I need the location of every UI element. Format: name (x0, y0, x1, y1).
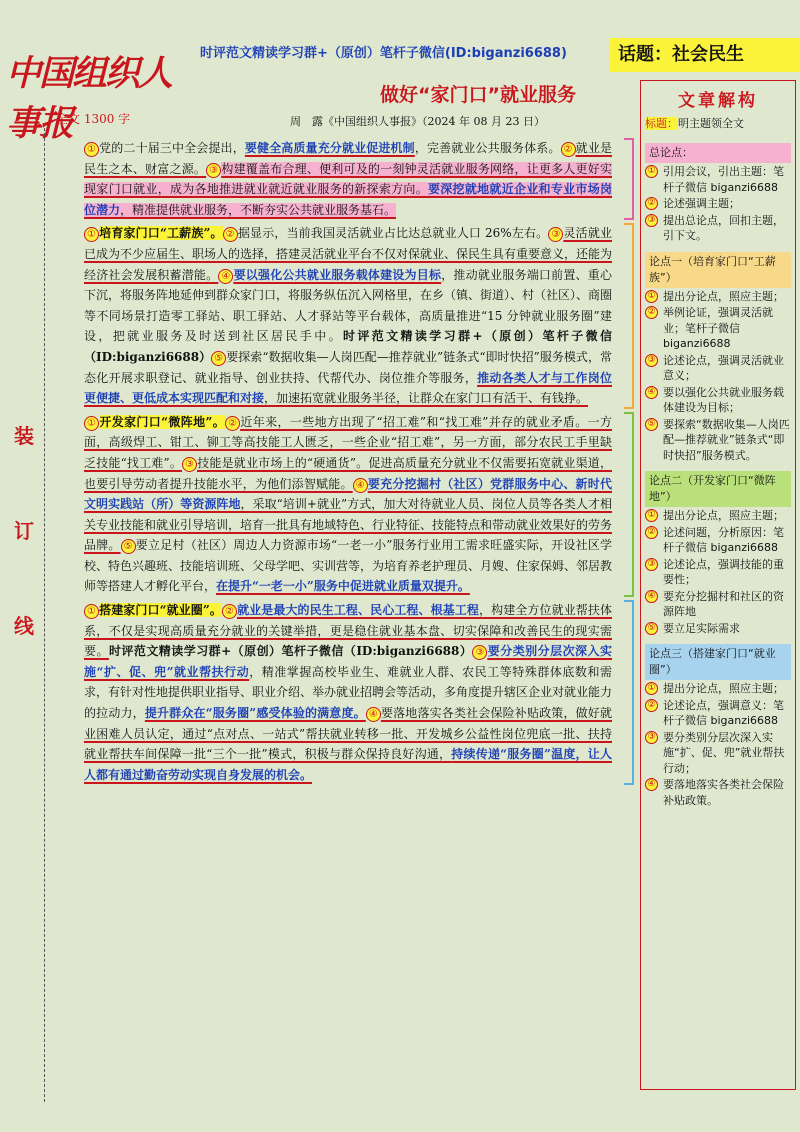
sentence-number: ③ (548, 227, 563, 242)
item-number: ③ (645, 214, 658, 227)
text-segment: ，构建全方位就业帮扶体系，不仅是实现高质量充分就业的关键举措，更是稳住就业基本盘、切实保障和改善民生的现实需要。 (84, 603, 612, 659)
analysis-subtitle (645, 115, 791, 131)
sentence-number: ④ (366, 707, 381, 722)
item-text: 要立足实际需求 (663, 621, 740, 635)
sentence-number: ② (225, 416, 240, 431)
subtitle-text: 明主题领全文 (678, 117, 744, 130)
item-number: ① (645, 290, 658, 303)
section-item (645, 730, 791, 777)
item-number: ③ (645, 558, 658, 571)
sentence-number: ① (84, 227, 99, 242)
item-number: ④ (645, 386, 658, 399)
item-text: 要探索“数据收集—人岗匹配—推荐就业”链条式“即时快招”服务模式。 (663, 417, 790, 462)
item-text: 论述论点，强调意义：笔杆子微信 biganzi6688 (663, 698, 784, 727)
item-text: 举例论证，强调灵活就业；笔杆子微信 biganzi6688 (663, 306, 773, 350)
sentence-number: ③ (206, 163, 221, 178)
text-segment: 就业是最大的民生工程、民心工程、根基工程 (236, 603, 480, 618)
item-text: 要分类别分层次深入实施“扩、促、兜”就业帮扶行动； (663, 730, 785, 775)
sentence-number: ③ (182, 457, 197, 472)
item-number: ② (645, 306, 658, 319)
text-segment: 要深挖就地就近企业和专业市场岗位潜力 (84, 182, 612, 217)
analysis-section (645, 252, 791, 464)
analysis-panel (645, 86, 791, 816)
analysis-section (645, 143, 791, 244)
section-item (645, 589, 791, 620)
sentence-number: ④ (353, 478, 368, 493)
sentence-number: ① (84, 142, 99, 157)
paragraph-bracket (624, 600, 634, 785)
newspaper-logo: 中国组织人事报 (6, 54, 172, 144)
paragraph-bracket (624, 138, 634, 220)
sentence-number: ⑤ (121, 539, 136, 554)
section-item (645, 305, 791, 352)
series-line: 时评范文精读学习群+（原创）笔杆子微信(ID:biganzi6688) (200, 46, 567, 61)
binding-char-2: 订 (14, 519, 34, 543)
text-segment: 要立足村（社区）周边人力资源市场“一老一小”服务行业用工需求旺盛实际，开设社区学校、特色兴趣班、技能培训班、父母学吧、实训营等，为培育养老护理员、月嫂、住家保姆、邻居教师等搭建人才孵化平台， (84, 538, 613, 594)
article-paragraph (84, 412, 616, 597)
item-text: 论述论点，强调技能的重要性； (663, 557, 784, 586)
item-text: 要落地落实各类社会保险补贴政策。 (663, 778, 784, 807)
text-segment: 时评范文精读学习群+（原创）笔杆子微信（ID:biganzi6688） (84, 329, 612, 364)
article-paragraph (84, 223, 616, 408)
text-segment: 近年来，一些地方出现了“招工难”和“找工难”并存的就业矛盾。一方面，高级焊工、钳工、铆工等高技能工人匮乏，一些企业“招工难”，另一方面，部分农民工手里缺乏技能“找工难”。 (84, 414, 612, 470)
text-segment: ，加速拓宽就业服务半径，让群众在家门口有活干、有钱挣。 (264, 391, 589, 406)
section-head: 论点二（开发家门口“微阵地”） (645, 471, 791, 507)
text-segment: 要以强化公共就业服务载体建设为目标 (233, 267, 442, 282)
binding-char-1: 装 (14, 424, 34, 448)
text-segment: 搭建家门口“就业圈”。 (99, 603, 222, 618)
text-segment: 就业是民生之本、财富之源。 (84, 141, 612, 176)
item-number: ② (645, 699, 658, 712)
text-segment: 推动各类人才与工作岗位更便捷、更低成本实现匹配和对接 (84, 370, 612, 406)
item-text: 提出总论点，回扣主题，引下文。 (663, 213, 784, 242)
sentence-number: ③ (472, 645, 487, 660)
item-text: 提出分论点，照应主题； (663, 289, 784, 303)
sentence-number: ② (222, 604, 237, 619)
section-item (645, 557, 791, 588)
sentence-number: ④ (218, 269, 233, 284)
item-number: ③ (645, 354, 658, 367)
section-item (645, 525, 791, 556)
section-item (645, 417, 791, 464)
text-segment: ，精准掌握高校毕业生、难就业人群、农民工等特殊群体底数和需求，有针对性地提供职业指导、职业介绍、举办就业招聘会等活动，多角度提升辖区企业对就业能力的拉动力， (84, 664, 613, 721)
binding-line (44, 128, 45, 1102)
section-head: 总论点： (645, 143, 791, 163)
text-segment: ，完善就业公共服务体系。 (414, 141, 561, 155)
text-segment: 开发家门口“微阵地”。 (99, 414, 226, 429)
item-number: ④ (645, 590, 658, 603)
item-number: ① (645, 682, 658, 695)
text-segment: 要探索“数据收集—人岗匹配—推荐就业”链条式“即时快招”服务模式，常态化开展求职登记、就业指导、创业扶持、代帮代办、岗位推介等服务， (84, 349, 613, 385)
paragraph-bracket (624, 223, 634, 408)
article-paragraph (84, 600, 616, 785)
article-paragraph (84, 138, 616, 220)
item-number: ② (645, 526, 658, 539)
text-segment: 时评范文精读学习群+（原创）笔杆子微信（ID:biganzi6688） (108, 644, 473, 659)
text-segment: ，推动就业服务端口前置、重心下沉，将服务阵地延伸到群众家门口，将服务纵伍沉入网格里，在乡（镇、街道）、村（社区）、商圈等不同场景打造零工驿站、职工驿站、人才驿站等平台载体，高质量推进“15 分钟就业服务圈”建设，把就业服务及时送到社区居民手中。 (84, 267, 613, 344)
item-number: ⑤ (645, 418, 658, 431)
article-title: 做好“家门口”就业服务 (380, 84, 576, 106)
text-segment: 持续传递“服务圈”温度，让人人都有通过勤奋劳动实现自身发展的机会。 (84, 747, 612, 782)
section-item (645, 777, 791, 808)
item-number: ⑤ (645, 622, 658, 635)
item-number: ④ (645, 778, 658, 791)
section-head: 论点三（搭建家门口“就业圈”） (645, 644, 791, 680)
text-segment: 要分类别分层次深入实施“扩、促、兜”就业帮扶行动 (84, 644, 612, 679)
paragraph-bracket (624, 412, 634, 597)
item-text: 论述问题，分析原因：笔杆子微信 biganzi6688 (663, 525, 784, 554)
text-segment: 党的二十届三中全会提出， (99, 141, 245, 155)
item-text: 论述强调主题； (663, 197, 740, 210)
section-item (645, 385, 791, 416)
section-item (645, 681, 791, 697)
item-text: 要充分挖掘村和社区的资源阵地 (663, 589, 784, 618)
item-number: ① (645, 165, 658, 178)
text-segment: ，采取“培训+就业”方式，加大对待就业人员、岗位人员等各类人才相关专业技能和就业引导培训，培育一批具有地域特色、行业特征、技能特点和带动就业效果好的劳务品牌。 (84, 497, 613, 553)
section-item (645, 164, 791, 195)
item-text: 引用会议，引出主题：笔杆子微信 biganzi6688 (663, 165, 784, 194)
subtitle-tag: 标题： (645, 117, 678, 130)
item-number: ② (645, 197, 658, 210)
sentence-number: ① (84, 416, 99, 431)
section-item (645, 353, 791, 384)
text-segment: ，精准提供就业服务，不断夯实公共就业服务基石。 (120, 202, 397, 217)
sentence-number: ① (84, 604, 99, 619)
word-count: 全文 1300 字 (56, 112, 131, 126)
analysis-sections (645, 143, 791, 808)
sentence-number: ② (561, 142, 576, 157)
item-number: ① (645, 509, 658, 522)
analysis-title: 文章解构 (678, 91, 758, 111)
text-segment: 灵活就业已成为不少应届生、职场人的选择，搭建灵活就业平台不仅对保就业、保民生具有重要意义，还能为经济社会发展积蓄潜能。 (84, 226, 613, 282)
text-segment: 在提升“一老一小”服务中促进就业质量双提升。 (216, 579, 470, 594)
section-item (645, 508, 791, 524)
text-segment: 构建覆盖布合理、便利可及的一刻钟灵活就业服务网络，让更多人更好实现家门口就业，成为各地推进就业就近就业服务的新探索方向。 (84, 161, 612, 197)
byline: 周 露《中国组织人事报》（2024 年 08 月 23 日） (290, 115, 545, 128)
item-number: ③ (645, 731, 658, 744)
item-text: 要以强化公共就业服务载体建设为目标； (663, 385, 784, 414)
article-body (84, 138, 616, 788)
sentence-number: ② (223, 227, 238, 242)
section-head: 论点一（培育家门口“工薪族”） (645, 252, 791, 288)
section-item (645, 213, 791, 244)
section-item (645, 196, 791, 212)
text-segment: 要健全高质量充分就业促进机制 (244, 141, 415, 155)
binding-char-3: 线 (14, 614, 34, 638)
text-segment: 技能是就业市场上的“硬通货”。促进高质量充分就业不仅需要拓宽就业渠道，也要引导劳动者提升技能水平，为他们添智赋能。 (84, 455, 612, 491)
section-item (645, 698, 791, 729)
item-text: 论述论点，强调灵活就业意义； (663, 353, 784, 382)
item-text: 提出分论点，照应主题； (663, 509, 784, 522)
section-item (645, 289, 791, 305)
section-item (645, 621, 791, 637)
item-text: 提出分论点，照应主题； (663, 682, 784, 695)
text-segment: 培育家门口“工薪族”。 (99, 226, 223, 241)
text-segment: 要落地落实各类社会保险补贴政策，做好就业困难人员认定，通过“点对点、一站式”帮扶就业转移一批、开发城乡公益性岗位兜底一批、扶持就业帮扶车间保障一批“三个一批”模式，积极与群众保持良好沟通， (84, 706, 612, 762)
analysis-section (645, 471, 791, 636)
text-segment: 要充分挖掘村（社区）党群服务中心、新时代文明实践站（所）等资源阵地 (84, 476, 612, 512)
text-segment: 提升群众在“服务圈”感受体验的满意度。 (144, 706, 366, 721)
analysis-section (645, 644, 791, 808)
sentence-number: ⑤ (211, 351, 226, 366)
text-segment: 据显示，当前我国灵活就业占比达总就业人口 26%左右。 (237, 226, 549, 241)
topic-badge: 话题：社会民生 (610, 38, 800, 72)
